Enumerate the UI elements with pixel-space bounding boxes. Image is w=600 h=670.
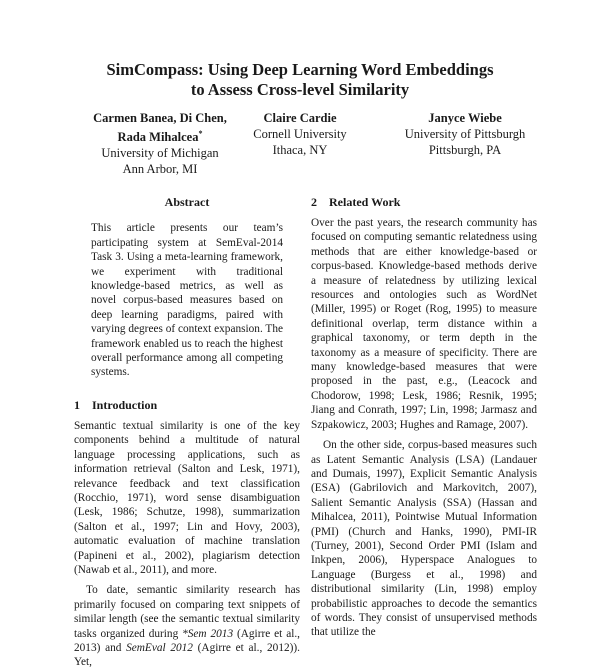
section-heading-introduction: 1 Introduction [74,397,158,412]
left-column [74,195,300,670]
corresponding-marker: * [198,129,203,138]
related-work-paragraph-2: On the other side, corpus-based measures such as Latent Semantic Analysis (LSA) (Landauer and Dumais, 1997), Explicit Semantic Analysis (ESA) (Gabrilovich and Markovitch, 2007), Salient Semantic Analysis (SSA) (Hassan and Mihalcea, 2011), Pointwise Mutual Information (PMI) (Church and Hanks, 1990), PMI-IR (Turney, 2001), Second Order PMI (Islam and Inkpen, 2006), Hyperspace Analogues to Language (Burgess et al., 1998) and distributional similarity (Lin, 1998) employ probabilistic approaches to decode the semantics of words. They consist of unsupervised methods that utilize the [311,439,537,639]
author-affiliation: Cornell University [253,127,347,141]
author-block-michigan [85,110,235,177]
title-line-2: to Assess Cross-level Similarity [190,80,410,99]
related-work-paragraph-1: Over the past years, the research community has focused on computing semantic relatedness using methods that are either knowledge-based or corpus-based. Knowledge-based methods derive a measure of relatedness by utilizing lexical resources and ontologies such as WordNet (Miller, 1995) or Roget (Rog, 1995) to measure definitional overlap, term distance within a graphical taxonomy, or term depth in the taxonomy as a measure of specificity. There are many knowledge-based measures that were proposed in the past, e.g., (Leacock and Chodorow, 1998; Lesk, 1986; Resnik, 1995; Jiang and Conrath, 1997; Lin, 1998; Jarmasz and Szpakowicz, 2003; Hughes and Ramage, 2007). [311,217,537,431]
intro-paragraph-1: Semantic textual similarity is one of the key components behind a multitude of natural language processing applications, such as information retrieval (Salton and Lesk, 1971), relevance feedback and text classification (Rocchio, 1971), word sense disambiguation (Lesk, 1986; Schutze, 1998), summarization (Salton et al., 1997; Lin and Hovy, 2003), automatic evaluation of machine translation (Papineni et al., 2002), plagiarism detection (Nawab et al., 2011), and more. [74,419,300,576]
author-block-pittsburgh [385,110,545,158]
paper-title [0,60,600,100]
abstract-text: This article presents our team’s participating system at SemEval-2014 Task 3. Using a meta-learning framework, we experiment with traditional knowledge-based metrics, as well as novel corpus-based measures based on deep learning paradigms, paired with varying degrees of context expansion. The framework enabled us to reach the highest overall performance among all competing systems. [91,222,283,379]
author-affiliation: University of Michigan [101,146,219,161]
author-names-line-2: Rada Mihalcea* [117,129,203,145]
section-heading-related-work: 2 Related Work [311,195,401,209]
author-name: Janyce Wiebe [428,111,502,125]
author-location: Ithaca, NY [272,143,328,157]
author-name: Claire Cardie [263,111,337,125]
author-affiliation: University of Pittsburgh [404,127,526,141]
intro-paragraph-2: To date, semantic similarity research has primarily focused on comparing text snippets of similar length (see the semantic textual similarity tasks organized during *Sem 2013 (Agirre et al., 2013) and SemEval 2012 (Agirre et al., 2012)). Yet, [74,584,300,669]
author-names-line-1: Carmen Banea, Di Chen, [93,111,227,125]
title-line-1: SimCompass: Using Deep Learning Word Embeddings [106,60,494,79]
right-column [311,195,537,640]
author-location: Pittsburgh, PA [428,143,502,157]
abstract-heading: Abstract [164,195,210,209]
author-block-cornell [240,110,360,158]
author-location: Ann Arbor, MI [122,162,198,177]
